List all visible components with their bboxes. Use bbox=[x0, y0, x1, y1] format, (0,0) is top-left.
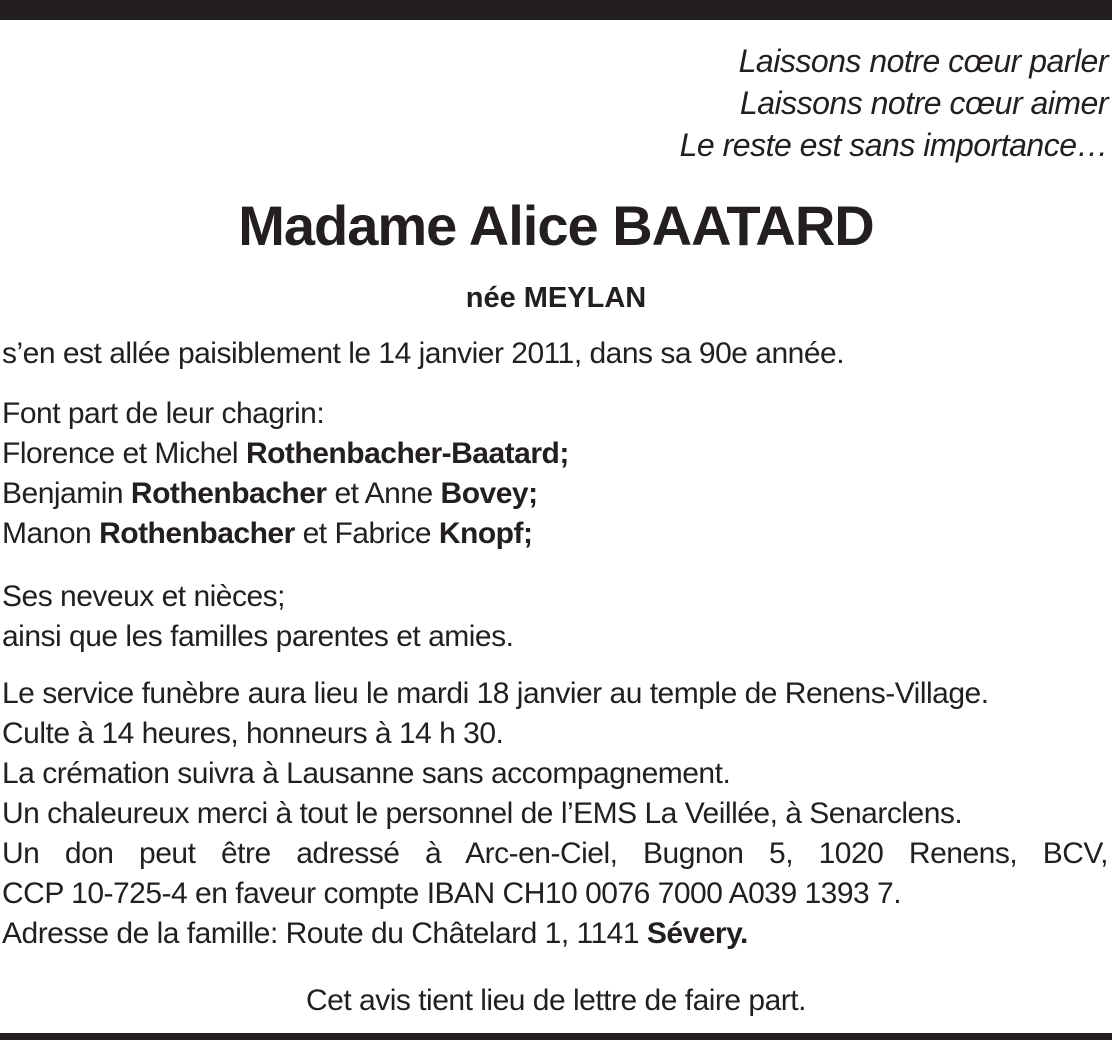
family-line-2-surname-a: Rothenbacher bbox=[130, 477, 327, 510]
family-line-2-text-b: et Anne bbox=[326, 477, 441, 510]
death-announcement bbox=[2, 334, 1108, 374]
epigraph-quote bbox=[680, 40, 1108, 166]
service-line-1: Le service funèbre aura lieu le mardi 18 janvier au temple de Renens-Village. bbox=[2, 677, 989, 710]
deceased-name: Madame Alice BAATARD bbox=[238, 194, 874, 257]
quote-line-1: Laissons notre cœur parler bbox=[738, 43, 1108, 79]
bottom-border-bar bbox=[0, 1033, 1112, 1040]
family-intro: Font part de leur chagrin: bbox=[2, 397, 325, 430]
top-border-bar bbox=[0, 0, 1112, 20]
service-block bbox=[2, 674, 1108, 954]
quote-line-2: Laissons notre cœur aimer bbox=[739, 85, 1108, 121]
relatives-line-2: ainsi que les familles parentes et amies. bbox=[2, 620, 514, 653]
service-line-4: Un chaleureux merci à tout le personnel de l’EMS La Veillée, à Senarclens. bbox=[2, 797, 963, 830]
service-line-5: Un don peut être adressé à Arc-en-Ciel, Bugnon 5, 1020 Renens, BCV, bbox=[2, 837, 1108, 870]
service-line-3: La crémation suivra à Lausanne sans accompagnement. bbox=[2, 757, 731, 790]
family-block bbox=[2, 394, 1108, 554]
family-line-1-text: Florence et Michel bbox=[2, 437, 246, 470]
relatives-block bbox=[2, 577, 1108, 657]
family-line-2-surname-b: Bovey; bbox=[440, 477, 538, 510]
family-line-3-surname-a: Rothenbacher bbox=[99, 517, 295, 550]
family-line-3 bbox=[2, 514, 1108, 554]
announcement-line: s’en est allée paisiblement le 14 janvier 2011, dans sa 90e année. bbox=[2, 337, 845, 370]
maiden-name: née MEYLAN bbox=[465, 282, 647, 314]
family-line-3-text-a: Manon bbox=[2, 517, 100, 550]
service-line-2: Culte à 14 heures, honneurs à 14 h 30. bbox=[2, 717, 504, 750]
family-line-1 bbox=[2, 434, 1108, 474]
closing-note: Cet avis tient lieu de lettre de faire part. bbox=[306, 984, 806, 1017]
service-line-6: CCP 10-725-4 en faveur compte IBAN CH10 0076 7000 A039 1393 7. bbox=[2, 877, 902, 910]
family-line-3-text-b: et Fabrice bbox=[294, 517, 439, 550]
relatives-line-1: Ses neveux et nièces; bbox=[2, 580, 286, 613]
family-address-text: Adresse de la famille: Route du Châtelard 1, 1141 bbox=[2, 917, 647, 950]
family-address-town: Sévery. bbox=[646, 917, 748, 950]
family-line-1-surname: Rothenbacher-Baatard; bbox=[245, 437, 569, 470]
family-line-2-text-a: Benjamin bbox=[2, 477, 131, 510]
quote-line-3: Le reste est sans importance… bbox=[679, 127, 1108, 163]
service-line-7 bbox=[2, 914, 1108, 954]
family-line-3-surname-b: Knopf; bbox=[438, 517, 533, 550]
family-line-2 bbox=[2, 474, 1108, 514]
